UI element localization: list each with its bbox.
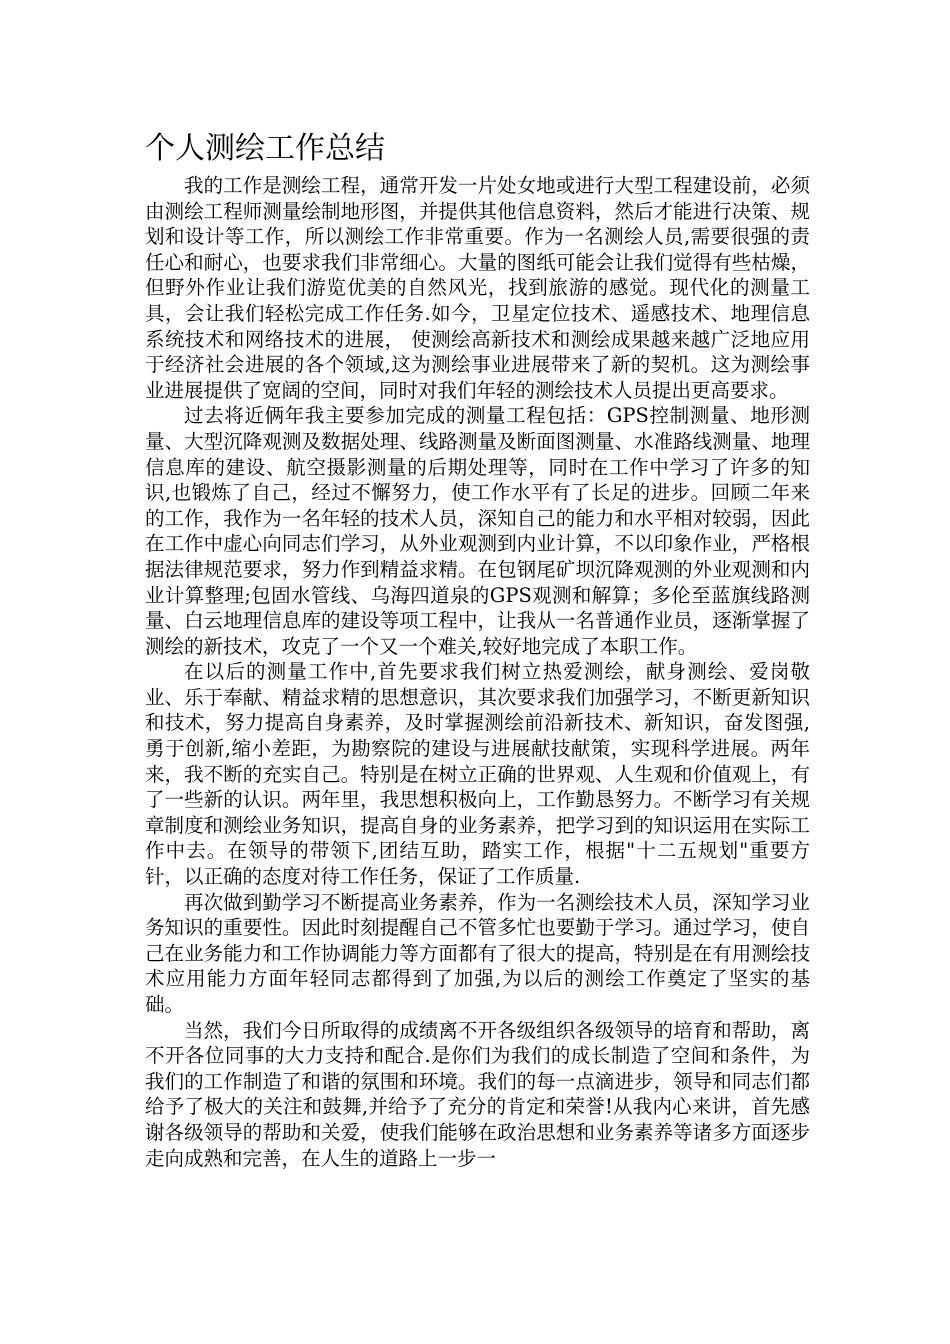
document-body — [145, 173, 810, 1171]
paragraph-study: 再次做到勤学习不断提高业务素养，作为一名测绘技术人员，深知学习业务知识的重要性。因此时刻提醒自己不管多忙也要勤于学习。通过学习，使自己在业务能力和工作协调能力等方面都有了很大的提高，特别是在有用测绘技术应用能力方面年轻同志都得到了加强,为以后的测绘工作奠定了坚实的基础。 — [145, 890, 810, 1016]
paragraph-thanks: 当然，我们今日所取得的成绩离不开各级组织各级领导的培育和帮助，离不开各位同事的大力支持和配合.是你们为我们的成长制造了空间和条件，为我们的工作制造了和谐的氛围和环境。我们的每一点滴进步，领导和同志们都给予了极大的关注和鼓舞,并给予了充分的肯定和荣誉!从我内心来讲，首先感谢各级领导的帮助和关爱，使我们能够在政治思想和业务素养等诸多方面逐步走向成熟和完善，在人生的道路上一步一 — [145, 1018, 810, 1170]
paragraph-future-work: 在以后的测量工作中,首先要求我们树立热爱测绘，献身测绘、爱岗敬业、乐于奉献、精益求精的思想意识，其次要求我们加强学习，不断更新知识和技术，努力提高自身素养，及时掌握测绘前沿新技术、新知识，奋发图强,勇于创新,缩小差距，为勘察院的建设与进展献技献策，实现科学进展。两年来，我不断的充实自己。特别是在树立正确的世界观、人生观和价值观上，有了一些新的认识。两年里，我思想积极向上，工作勤恳努力。不断学习有关规章制度和测绘业务知识，提高自身的业务素养，把学习到的知识运用在实际工作中去。在领导的带领下,团结互助，踏实工作，根据"十二五规划"重要方针，以正确的态度对待工作任务，保证了工作质量. — [145, 660, 810, 889]
document-title: 个人测绘工作总结 — [145, 131, 385, 166]
paragraph-projects: 过去将近俩年我主要参加完成的测量工程包括：GPS控制测量、地形测量、大型沉降观测及数据处理、线路测量及断面图测量、水准路线测量、地理信息库的建设、航空摄影测量的后期处理等，同时在工作中学习了许多的知识,也锻炼了自己，经过不懈努力，使工作水平有了长足的进步。回顾二年来的工作，我作为一名年轻的技术人员，深知自己的能力和水平相对较弱，因此在工作中虚心向同志们学习，从外业观测到内业计算，不以印象作业，严格根据法律规范要求，努力作到精益求精。在包钢尾矿坝沉降观测的外业观测和内业计算整理;包固水管线、乌海四道泉的GPS观测和解算；多伦至蓝旗线路测量、白云地理信息库的建设等项工程中，让我从一名普通作业员，逐渐掌握了测绘的新技术，攻克了一个又一个难关,较好地完成了本职工作。 — [145, 404, 810, 658]
paragraph-intro: 我的工作是测绘工程，通常开发一片处女地或进行大型工程建设前，必须由测绘工程师测量绘制地形图，并提供其他信息资料，然后才能进行决策、规划和设计等工作，所以测绘工作非常重要。作为一名测绘人员,需要很强的责任心和耐心，也要求我们非常细心。大量的图纸可能会让我们觉得有些枯燥，但野外作业让我们游览优美的自然风光，找到旅游的感觉。现代化的测量工具，会让我们轻松完成工作任务.如今，卫星定位技术、遥感技术、地理信息系统技术和网络技术的进展， 使测绘高新技术和测绘成果越来越广泛地应用于经济社会进展的各个领域,这为测绘事业进展带来了新的契机。这为测绘事业进展提供了宽阔的空间，同时对我们年轻的测绘技术人员提出更高要求。 — [145, 174, 810, 402]
